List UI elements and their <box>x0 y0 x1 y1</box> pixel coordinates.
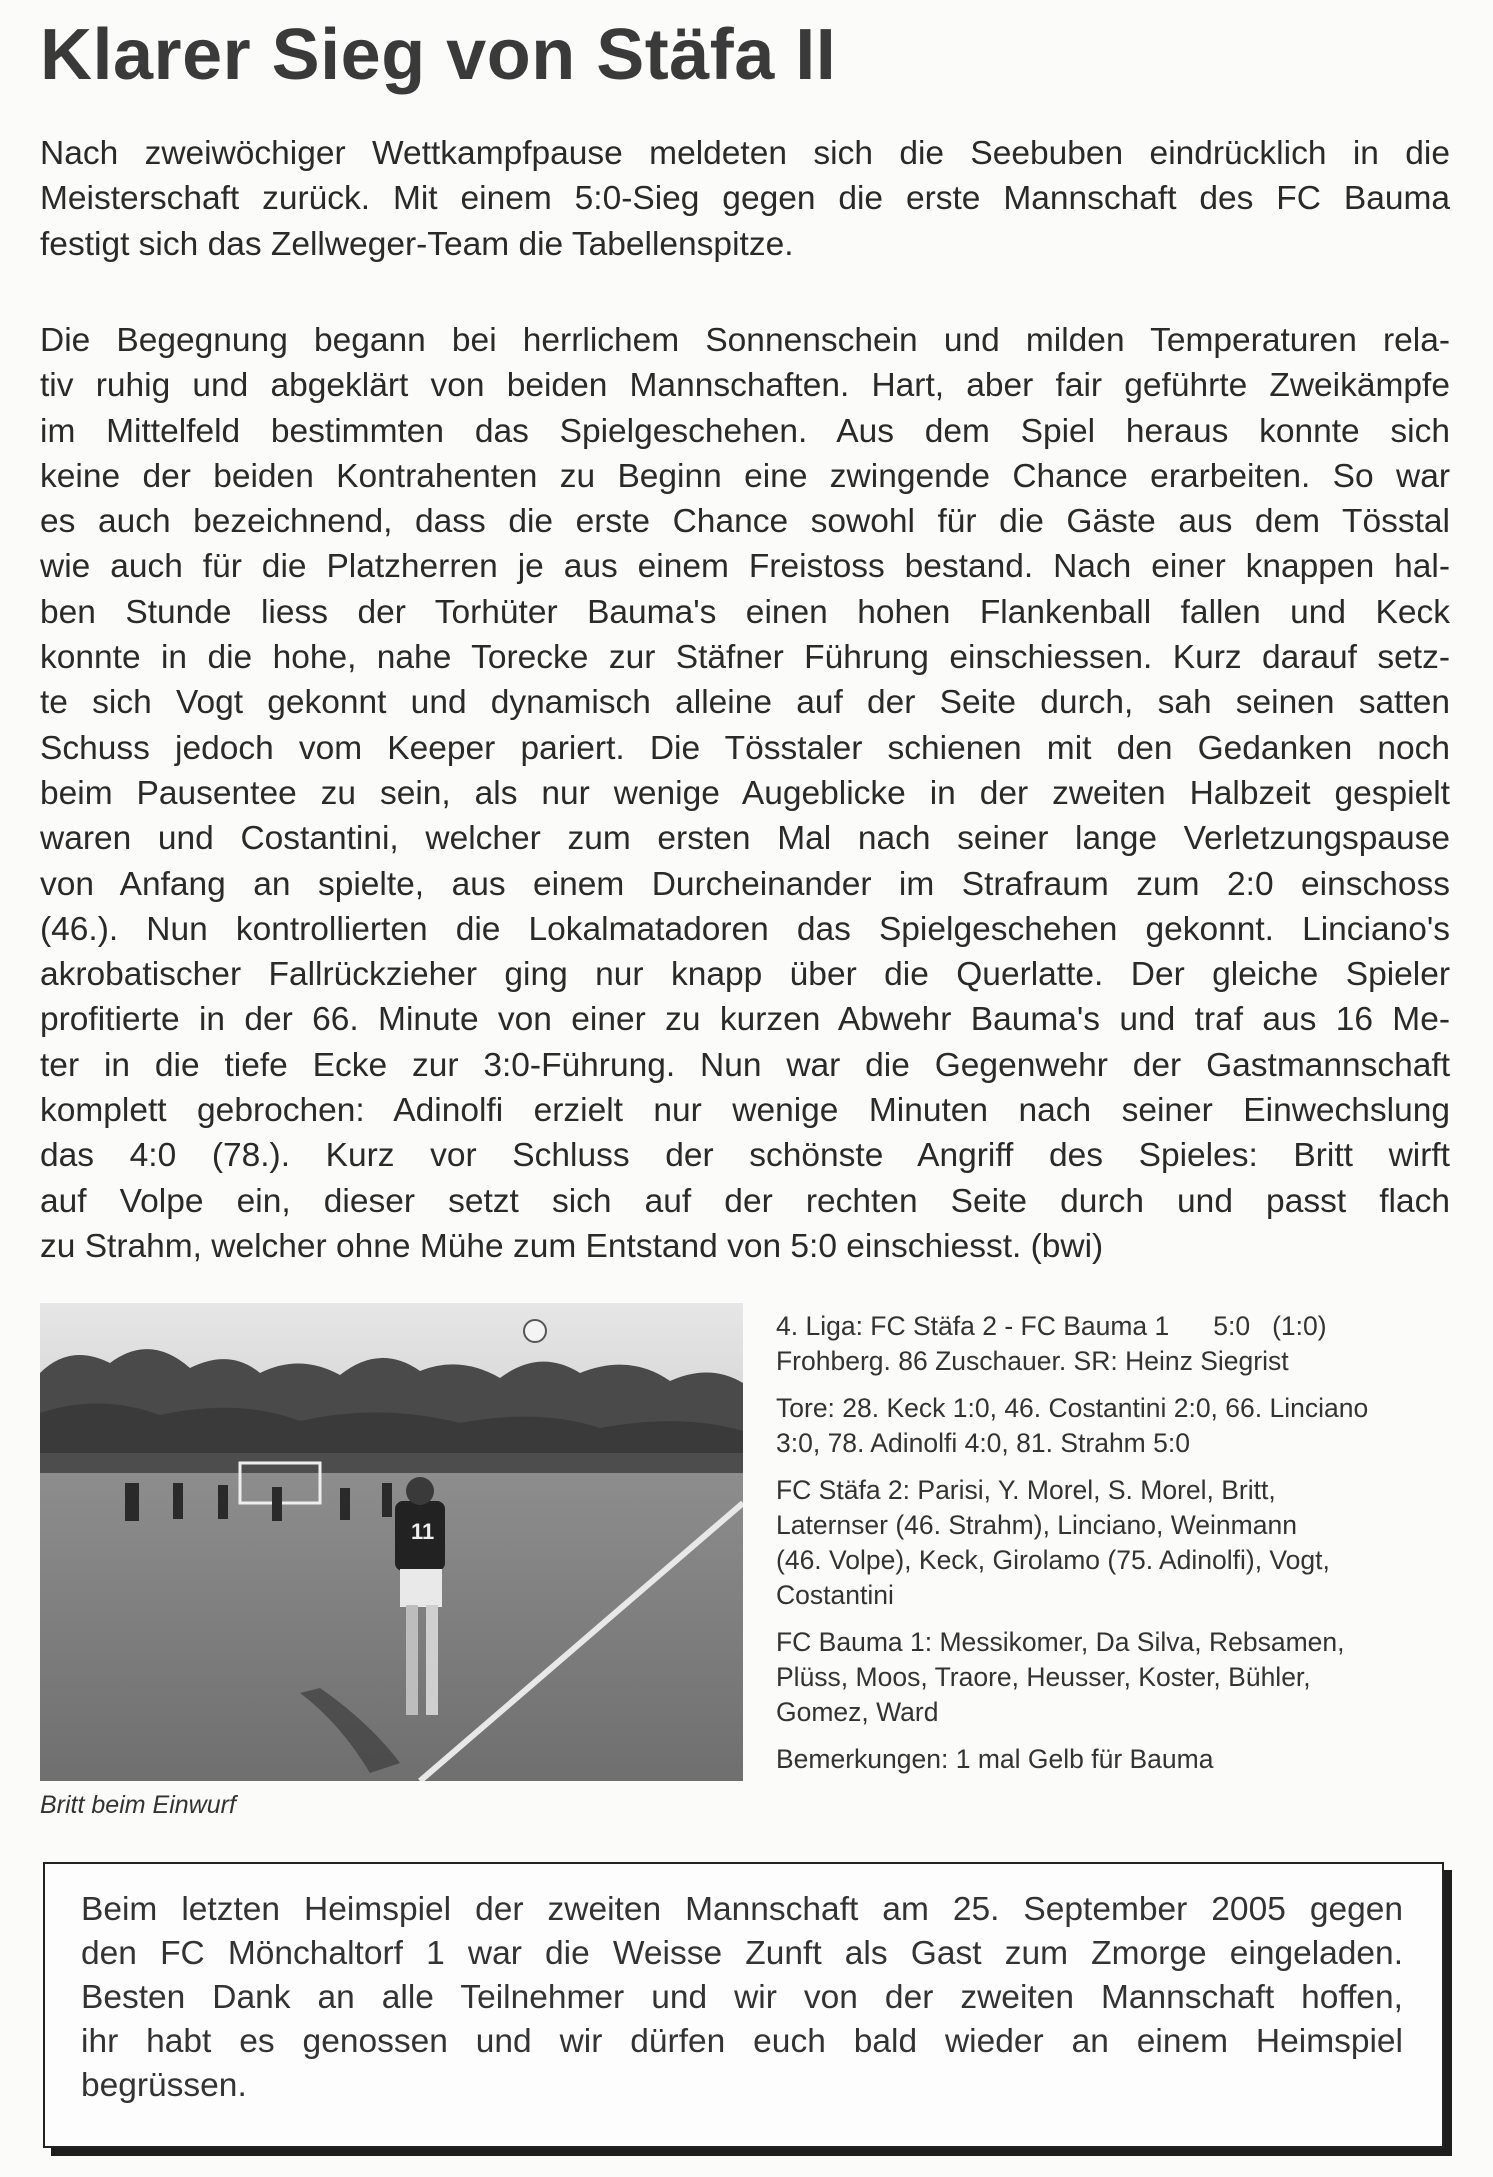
body-line: ter in die tiefe Ecke zur 3:0-Führung. Nun war die Gegenwehr der Gastmannschaft <box>40 1046 1450 1084</box>
body-line: im Mittelfeld bestimmten das Spielgeschehen. Aus dem Spiel heraus konnte sich <box>40 412 1450 450</box>
lead-line: Meisterschaft zurück. Mit einem 5:0-Sieg gegen die erste Mannschaft des FC Bauma <box>40 180 1450 218</box>
info-result <box>776 1309 1446 1379</box>
info-remarks: Bemerkungen: 1 mal Gelb für Bauma <box>776 1744 1214 1774</box>
body-line: wie auch für die Platzherren je aus einem Freistoss bestand. Nach einer knappen hal- <box>40 548 1450 586</box>
body-line: profitierte in der 66. Minute von einer zu kurzen Abwehr Bauma's und traf aus 16 Me- <box>40 1001 1450 1039</box>
body-line: das 4:0 (78.). Kurz vor Schluss der schönste Angriff des Spieles: Britt wirft <box>40 1137 1450 1175</box>
body-line: ben Stunde liess der Torhüter Bauma's einen hohen Flankenball fallen und Keck <box>40 593 1450 631</box>
body-line: beim Pausentee zu sein, als nur wenige Augeblicke in der zweiten Halbzeit gespielt <box>40 774 1450 812</box>
body-line: auf Volpe ein, dieser setzt sich auf der rechten Seite durch und passt flach <box>40 1182 1450 1220</box>
body-line: komplett gebrochen: Adinolfi erzielt nur wenige Minuten nach seiner Einwechslung <box>40 1092 1450 1130</box>
body-line: von Anfang an spielte, aus einem Durcheinander im Strafraum zum 2:0 einschoss <box>40 865 1450 903</box>
notice-box <box>43 1862 1444 2148</box>
jersey-number: 11 <box>411 1519 435 1544</box>
body-line: waren und Costantini, welcher zum ersten Mal nach seiner lange Verletzungspause <box>40 820 1450 858</box>
body-line: te sich Vogt gekonnt und dynamisch alleine auf der Seite durch, sah seinen satten <box>40 684 1450 722</box>
lineup-line: (46. Volpe), Keck, Girolamo (75. Adinolfi), Vogt, <box>776 1545 1330 1575</box>
lead-line: festigt sich das Zellweger-Team die Tabellenspitze. <box>40 225 794 263</box>
lineup-line: FC Bauma 1: Messikomer, Da Silva, Rebsamen, <box>776 1627 1345 1657</box>
notice-line: Besten Dank an alle Teilnehmer und wir von der zweiten Mannschaft hoffen, <box>81 1979 1403 2016</box>
notice-line: ihr habt es genossen und wir dürfen euch bald wieder an einem Heimspiel <box>81 2023 1403 2060</box>
league-line: 4. Liga: FC Stäfa 2 - FC Bauma 1 <box>776 1311 1170 1341</box>
info-staefa-lineup <box>776 1473 1446 1613</box>
fence <box>40 1453 743 1475</box>
body-line: es auch bezeichnend, dass die erste Chance sowohl für die Gäste aus dem Tösstal <box>40 503 1450 541</box>
article-lead <box>40 131 1450 267</box>
pitch <box>40 1473 743 1781</box>
body-line: Schuss jedoch vom Keeper pariert. Die Tösstaler schienen mit den Gedanken noch <box>40 729 1450 767</box>
article-body <box>40 318 1450 1269</box>
goals-line: 3:0, 78. Adinolfi 4:0, 81. Strahm 5:0 <box>776 1428 1190 1458</box>
halftime-score: (1:0) <box>1272 1311 1327 1341</box>
body-line: Die Begegnung begann bei herrlichem Sonnenschein und milden Temperaturen rela- <box>40 322 1450 359</box>
body-line: tiv ruhig und abgeklärt von beiden Mannschaften. Hart, aber fair geführte Zweikämpfe <box>40 367 1450 405</box>
photo-caption: Britt beim Einwurf <box>40 1791 236 1819</box>
result-row <box>776 1309 1446 1344</box>
lead-line: Nach zweiwöchiger Wettkampfpause meldeten sich die Seebuben eindrücklich in die <box>40 135 1450 172</box>
notice-text <box>81 1888 1403 2108</box>
final-score: 5:0 <box>1213 1311 1251 1341</box>
notice-line: den FC Mönchaltorf 1 war die Weisse Zunft als Gast zum Zmorge eingeladen. <box>81 1935 1403 1972</box>
info-bauma-lineup <box>776 1625 1446 1730</box>
match-info <box>776 1309 1446 1789</box>
info-goals <box>776 1391 1446 1461</box>
venue-line: Frohberg. 86 Zuschauer. SR: Heinz Siegrist <box>776 1346 1289 1376</box>
body-line: keine der beiden Kontrahenten zu Beginn eine zwingende Chance erarbeiten. So war <box>40 457 1450 495</box>
lineup-line: Laternser (46. Strahm), Linciano, Weinmann <box>776 1510 1297 1540</box>
body-line: (46.). Nun kontrollierten die Lokalmatadoren das Spielgeschehen gekonnt. Linciano's <box>40 910 1450 948</box>
match-photo <box>40 1303 743 1781</box>
football-scene <box>40 1303 743 1781</box>
ball <box>524 1320 546 1342</box>
body-line: konnte in die hohe, nahe Torecke zur Stäfner Führung einschiessen. Kurz darauf setz- <box>40 639 1450 677</box>
article-headline: Klarer Sieg von Stäfa II <box>40 15 837 95</box>
lineup-line: FC Stäfa 2: Parisi, Y. Morel, S. Morel, Britt, <box>776 1475 1276 1505</box>
goals-line: Tore: 28. Keck 1:0, 46. Costantini 2:0, 66. Linciano <box>776 1393 1369 1423</box>
lineup-line: Plüss, Moos, Traore, Heusser, Koster, Bühler, <box>776 1662 1311 1692</box>
body-line: zu Strahm, welcher ohne Mühe zum Entstand von 5:0 einschiesst. (bwi) <box>40 1227 1104 1265</box>
lineup-line: Gomez, Ward <box>776 1697 939 1727</box>
notice-line: Beim letzten Heimspiel der zweiten Mannschaft am 25. September 2005 gegen <box>81 1891 1403 1928</box>
body-line: akrobatischer Fallrückzieher ging nur knapp über die Querlatte. Der gleiche Spieler <box>40 956 1450 994</box>
lineup-line: Costantini <box>776 1580 894 1610</box>
notice-line: begrüssen. <box>81 2067 247 2104</box>
